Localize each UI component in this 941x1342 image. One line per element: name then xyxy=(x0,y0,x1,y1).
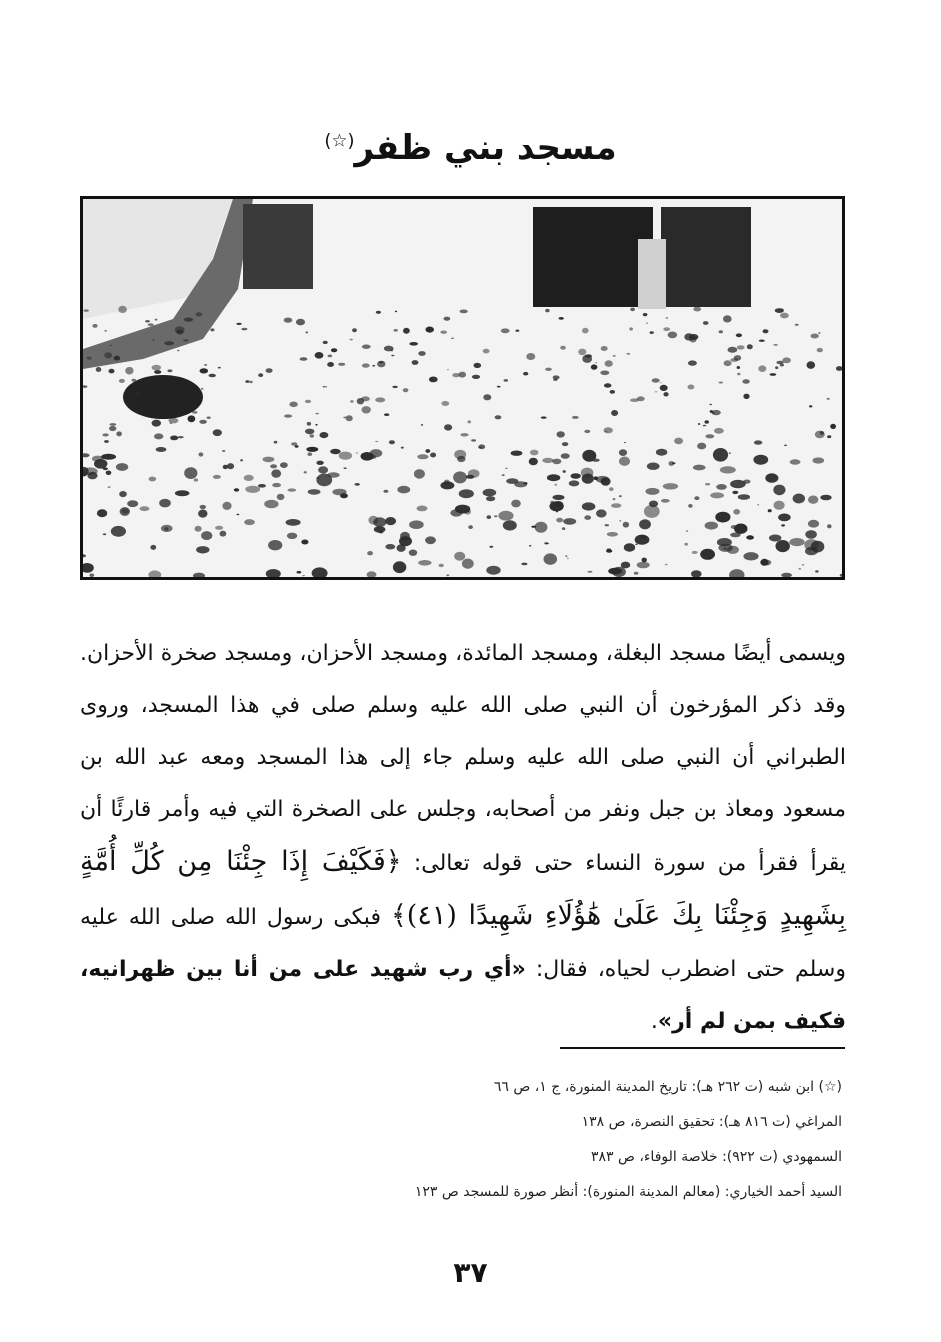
footnotes xyxy=(300,1070,842,1210)
quran-verse: ﴿فَكَيْفَ إِذَا جِئْنَا مِن كُلِّ أُمَّةٍ بِشَهِيدٍ وَجِئْنَا بِكَ عَلَىٰ هَٰؤُلَاءِ شَهِيدًا (٤١)﴾ xyxy=(80,846,846,931)
page-number: ٣٧ xyxy=(453,1256,488,1289)
page-title-text: مسجد بني ظفر xyxy=(354,128,617,168)
footnote-item: المراغي (ت ٨١٦ هـ): تحقيق النصرة، ص ١٣٨ xyxy=(581,1114,842,1130)
paragraph-intro: ويسمى أيضًا مسجد البغلة، ومسجد المائدة، ومسجد الأحزان، ومسجد صخرة الأحزان. وقد ذكر المؤرخون أن النبي صلى الله عليه وسلم صلى في هذا المسجد، وروى الطبراني أن النبي صلى الله عليه وسلم جاء إلى هذا المسجد ومعه عبد الله بن مسعود ومعاذ بن جبل ونفر من أصحابه، وجلس على الصخرة التي فيه وأمر قارئًا أن يقرأ فقرأ من سورة النساء حتى قوله تعالى: xyxy=(80,641,846,876)
footnote-item: (☆) ابن شبه (ت ٢٦٢ هـ): تاريخ المدينة المنورة، ج ١، ص ٦٦ xyxy=(493,1079,842,1095)
page-title xyxy=(0,128,941,168)
body-paragraph xyxy=(80,628,846,1048)
prophet-quote: «أي رب شهيد على من أنا بين ظهرانيه، فكيف بمن لم أر» xyxy=(80,957,846,1034)
footnote-item: السمهودي (ت ٩٢٢): خلاصة الوفاء، ص ٣٨٣ xyxy=(590,1149,842,1165)
paragraph-after-verse: فبكى رسول الله صلى الله عليه وسلم حتى اضطرب لحياه، فقال: xyxy=(80,905,846,982)
footnote-divider xyxy=(560,1047,845,1049)
mosque-photo xyxy=(80,196,845,580)
footnote-item: السيد أحمد الخياري: (معالم المدينة المنورة): أنظر صورة للمسجد ص ١٢٣ xyxy=(414,1184,842,1200)
footnote-marker: (☆) xyxy=(324,130,355,152)
mosque-ruins-photo-icon xyxy=(83,199,842,577)
body-text xyxy=(80,628,846,1048)
paragraph-end-mark: . xyxy=(650,1009,658,1034)
